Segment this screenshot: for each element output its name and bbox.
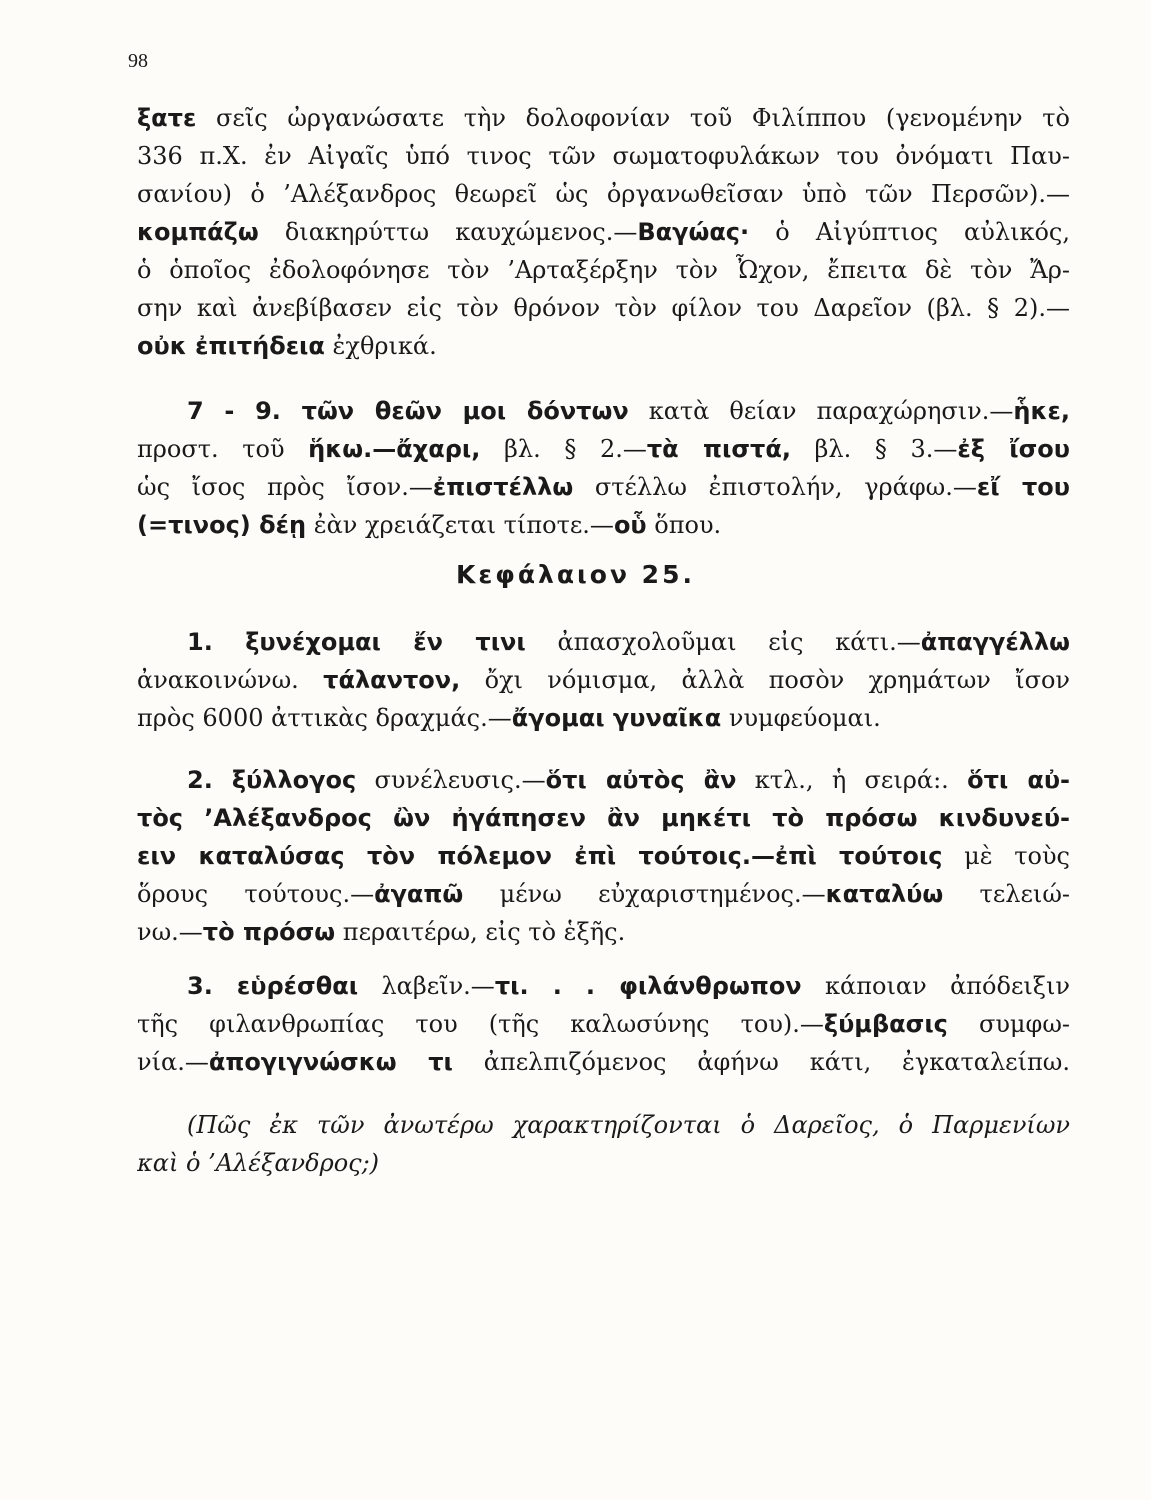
term: ξατε (137, 104, 197, 132)
gloss: μένω εὐχαριστημένος.— (463, 880, 826, 908)
gloss: στέλλω ἐπιστολήν, γράφω.— (573, 473, 977, 501)
text-line (137, 1043, 1070, 1081)
term: 7 - 9. τῶν θεῶν μοι δόντων (187, 397, 629, 425)
text-line (137, 761, 1070, 799)
term: ἧκε, (1013, 397, 1070, 425)
gloss: σεῖς ὠργανώσατε τὴν δολοφονίαν τοῦ Φιλίππου (γενομένην τὸ (196, 104, 1070, 132)
gloss: σην καὶ ἀνεβίβασεν εἰς τὸν θρόνον τὸν φίλον του Δαρεῖον (βλ. § 2).— (137, 294, 1070, 322)
gloss: ἐχθρικά. (324, 332, 437, 360)
gloss: μὲ τοὺς (942, 842, 1070, 870)
term: 3. εὑρέσθαι (187, 972, 359, 1000)
text-line (137, 430, 1070, 468)
text-line (137, 661, 1070, 699)
text-line (137, 175, 1070, 213)
text-line (137, 392, 1070, 430)
term: τὸ πρόσω (202, 918, 336, 946)
gloss: ὁ ὁποῖος ἐδολοφόνησε τὸν ’Αρταξέρξην τὸν Ὦχον, ἔπειτα δὲ τὸν Ἄρ- (137, 256, 1070, 284)
term: 1. ξυνέχομαι ἔν τινι (187, 628, 526, 656)
term: οὗ (613, 511, 647, 539)
term: εἴ του (976, 473, 1070, 501)
chapter-heading: Κεφάλαιον 25. (456, 560, 695, 589)
text-line (137, 799, 1070, 837)
paragraph-section-2 (137, 761, 1070, 951)
gloss: ὅπου. (646, 511, 722, 539)
page-number: 98 (128, 50, 148, 72)
term: ἐξ ἴσου (957, 435, 1070, 463)
gloss: περαιτέρω, εἰς τὸ ἑξῆς. (335, 918, 626, 946)
gloss: συνέλευσις.— (356, 766, 546, 794)
gloss: ὡς ἴσος πρὸς ἴσον.— (137, 473, 433, 501)
gloss: νω.— (137, 918, 203, 946)
text-line (137, 913, 1070, 951)
term: ἀπογιγνώσκω τι (208, 1048, 453, 1076)
text-line (137, 137, 1070, 175)
term: τὸς ’Αλέξανδρος ὢν ἠγάπησεν ἂν μηκέτι τὸ πρόσω κινδυνεύ- (137, 804, 1070, 832)
term: ξύμβασις (823, 1010, 948, 1038)
term: ἥκω.—ἄχαρι, (308, 435, 481, 463)
gloss: ἀπασχολοῦμαι εἰς κάτι.— (525, 628, 921, 656)
text-line (137, 967, 1070, 1005)
term: (=τινος) δέῃ (137, 511, 307, 539)
term: τάλαντον, (323, 666, 461, 694)
gloss: 336 π.Χ. ἐν Αἰγαῖς ὑπό τινος τῶν σωματοφυλάκων του ὀνόματι Παυ- (137, 142, 1070, 170)
term: ὅτι αὐτὸς ἂν (545, 766, 737, 794)
gloss: ὄχι νόμισμα, ἀλλὰ ποσὸν χρημάτων ἴσον (460, 666, 1070, 694)
text-line (137, 623, 1070, 661)
term: τι. . . φιλάνθρωπον (494, 972, 802, 1000)
paragraph-section-1 (137, 623, 1070, 737)
gloss: ἀπελπιζόμενος ἀφήνω κάτι, ἐγκαταλείπω. (452, 1048, 1070, 1076)
text-line (137, 251, 1070, 289)
gloss: λαβεῖν.— (358, 972, 495, 1000)
text-line (137, 99, 1070, 137)
paragraph-continuation (137, 99, 1070, 365)
paragraph-section-3 (137, 967, 1070, 1081)
gloss: νία.— (137, 1048, 209, 1076)
text-line (137, 837, 1070, 875)
review-question (137, 1106, 1070, 1182)
term: τὰ πιστά, (646, 435, 791, 463)
gloss: διακηρύττω καυχώμενος.— (258, 218, 638, 246)
text-line (137, 327, 1070, 365)
term: κομπάζω (137, 218, 259, 246)
term: οὐκ ἐπιτήδεια (137, 332, 325, 360)
gloss: βλ. § 2.— (480, 435, 647, 463)
term: 2. ξύλλογος (187, 766, 357, 794)
term: ἐπιστέλλω (432, 473, 574, 501)
text-line: (Πῶς ἐκ τῶν ἀνωτέρω χαρακτηρίζονται ὁ Δαρεῖος, ὁ Παρμενίων (187, 1111, 1070, 1139)
gloss: κάποιαν ἀπόδειξιν (801, 972, 1070, 1000)
text-line (137, 699, 1070, 737)
gloss: ὁ Αἰγύπτιος αὐλικός, (749, 218, 1070, 246)
text-line (137, 289, 1070, 327)
term: ἄγομαι γυναῖκα (511, 704, 722, 732)
term: ειν καταλύσας τὸν πόλεμον ἐπὶ τούτοις.—ἐπὶ τούτοις (137, 842, 943, 870)
term: ἀγαπῶ (374, 880, 464, 908)
gloss: βλ. § 3.— (790, 435, 958, 463)
gloss: ὅρους τούτους.— (137, 880, 375, 908)
text-line (137, 468, 1070, 506)
text-line: καὶ ὁ ’Αλέξανδρος;) (137, 1149, 380, 1177)
term: ἀπαγγέλλω (920, 628, 1070, 656)
gloss: τῆς φιλανθρωπίας του (τῆς καλωσύνης του).— (137, 1010, 824, 1038)
gloss: ἐὰν χρειάζεται τίποτε.— (306, 511, 614, 539)
term: ὅτι αὐ- (967, 766, 1070, 794)
gloss: προστ. τοῦ (137, 435, 309, 463)
paragraph-section-7-9 (137, 392, 1070, 544)
gloss: νυμφεύομαι. (721, 704, 881, 732)
gloss: συμφω- (947, 1010, 1070, 1038)
gloss: σανίου) ὁ ’Αλέξανδρος θεωρεῖ ὡς ὀργανωθεῖσαν ὑπὸ τῶν Περσῶν).— (137, 180, 1070, 208)
text-line (137, 1005, 1070, 1043)
gloss: κτλ., ἡ σειρά:. (736, 766, 968, 794)
gloss: ἀνακοινώνω. (137, 666, 324, 694)
term: Βαγώας· (637, 218, 750, 246)
text-line (137, 213, 1070, 251)
gloss: κατὰ θείαν παραχώρησιν.— (628, 397, 1014, 425)
text-line (137, 506, 1070, 544)
text-line (137, 875, 1070, 913)
gloss: τελειώ- (943, 880, 1070, 908)
term: καταλύω (825, 880, 944, 908)
gloss: πρὸς 6000 ἀττικὰς δραχμάς.— (137, 704, 512, 732)
